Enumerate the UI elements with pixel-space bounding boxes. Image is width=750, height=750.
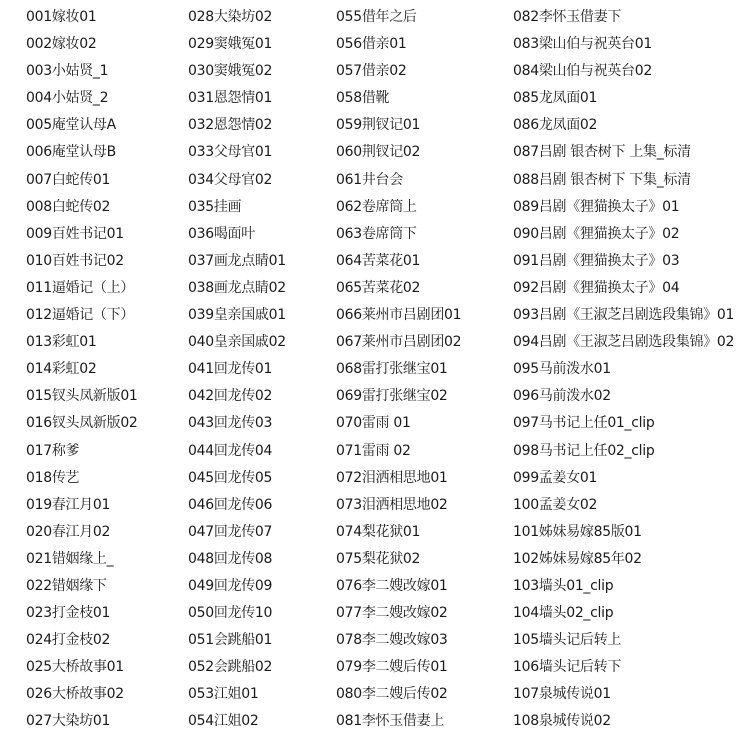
file-item[interactable]: 050回龙传10 [188, 605, 273, 622]
file-item[interactable]: 087吕剧 银杏树下 上集_标清 [513, 144, 691, 161]
file-item[interactable]: 033父母官01 [188, 144, 273, 161]
file-item[interactable]: 026大桥故事02 [26, 686, 124, 703]
file-item[interactable]: 084梁山伯与祝英台02 [513, 63, 652, 80]
file-item[interactable]: 038画龙点睛02 [188, 279, 286, 296]
file-column-1 [26, 4, 186, 736]
file-item[interactable]: 106墙头记后转下 [513, 659, 622, 676]
file-item[interactable]: 022错姻缘下 [26, 577, 107, 594]
file-item[interactable]: 085龙凤面01 [513, 90, 598, 107]
file-item[interactable]: 067莱州市吕剧团02 [336, 334, 462, 351]
file-item[interactable]: 058借靴 [336, 90, 390, 107]
file-item[interactable]: 078李二嫂改嫁03 [336, 632, 448, 649]
file-item[interactable]: 040皇亲国戚02 [188, 334, 286, 351]
file-item[interactable]: 080李二嫂后传02 [336, 686, 448, 703]
file-item[interactable]: 101姊妹易嫁85版01 [513, 523, 642, 540]
file-item[interactable]: 064苦菜花01 [336, 252, 421, 269]
file-item[interactable]: 005庵堂认母A [26, 117, 116, 134]
file-item[interactable]: 015钗头凤新版01 [26, 388, 138, 405]
file-item[interactable]: 092吕剧《狸猫换太子》04 [513, 279, 680, 296]
file-item[interactable]: 027大染坊01 [26, 713, 111, 730]
file-item[interactable]: 049回龙传09 [188, 577, 273, 594]
file-item[interactable]: 063卷席筒下 [336, 225, 417, 242]
file-item[interactable]: 059荆钗记01 [336, 117, 421, 134]
file-item[interactable]: 076李二嫂改嫁01 [336, 577, 448, 594]
file-item[interactable]: 062卷席筒上 [336, 198, 417, 215]
file-item[interactable]: 107泉城传说01 [513, 686, 611, 703]
file-item[interactable]: 051会跳船01 [188, 632, 273, 649]
file-item[interactable]: 055借年之后 [336, 9, 417, 25]
file-item[interactable]: 097马书记上任01_clip [513, 415, 655, 432]
file-item[interactable]: 099孟姜女01 [513, 469, 598, 486]
file-item[interactable]: 006庵堂认母B [26, 144, 116, 161]
file-item[interactable]: 079李二嫂后传01 [336, 659, 448, 676]
file-item[interactable]: 090吕剧《狸猫换太子》02 [513, 225, 680, 242]
file-item[interactable]: 057借亲02 [336, 63, 407, 80]
file-item[interactable]: 013彩虹01 [26, 334, 97, 351]
file-item[interactable]: 070雷雨 01 [336, 415, 411, 432]
file-column-3 [336, 4, 512, 736]
file-item[interactable]: 104墙头02_clip [513, 605, 614, 622]
file-item[interactable]: 030窦娥冤02 [188, 63, 273, 80]
file-item[interactable]: 103墙头01_clip [513, 577, 614, 594]
file-item[interactable]: 089吕剧《狸猫换太子》01 [513, 198, 680, 215]
file-item[interactable]: 036喝面叶 [188, 225, 255, 242]
file-item[interactable]: 023打金枝01 [26, 605, 111, 622]
file-item[interactable]: 060荆钗记02 [336, 144, 421, 161]
file-item[interactable]: 066莱州市吕剧团01 [336, 307, 462, 324]
file-item[interactable]: 096马前泼水02 [513, 388, 611, 405]
file-item[interactable]: 065苦菜花02 [336, 279, 421, 296]
file-item[interactable]: 043回龙传03 [188, 415, 273, 432]
file-item[interactable]: 052会跳船02 [188, 659, 273, 676]
file-item[interactable]: 072泪洒相思地01 [336, 469, 448, 486]
file-item[interactable]: 048回龙传08 [188, 550, 273, 567]
file-item[interactable]: 031恩怨情01 [188, 90, 273, 107]
file-item[interactable]: 108泉城传说02 [513, 713, 611, 730]
file-item[interactable]: 082李怀玉借妻下 [513, 9, 622, 25]
file-item[interactable]: 018传艺 [26, 469, 80, 486]
file-item[interactable]: 095马前泼水01 [513, 361, 611, 378]
file-item[interactable]: 007白蛇传01 [26, 171, 111, 188]
file-item[interactable]: 045回龙传05 [188, 469, 273, 486]
file-item[interactable]: 037画龙点睛01 [188, 252, 286, 269]
file-item[interactable]: 091吕剧《狸猫换太子》03 [513, 252, 680, 269]
file-item[interactable]: 034父母官02 [188, 171, 273, 188]
file-item[interactable]: 014彩虹02 [26, 361, 97, 378]
file-item[interactable]: 053江姐01 [188, 686, 259, 703]
file-item[interactable]: 021错姻缘上_ [26, 550, 114, 567]
file-item[interactable]: 001嫁妆01 [26, 9, 97, 25]
file-column-2 [188, 4, 334, 736]
file-item[interactable]: 012逼婚记（下） [26, 307, 135, 324]
file-item[interactable]: 032恩怨情02 [188, 117, 273, 134]
file-item[interactable]: 061井台会 [336, 171, 403, 188]
file-item[interactable]: 093吕剧《王淑芝吕剧选段集锦》01 [513, 307, 735, 324]
file-item[interactable]: 016钗头凤新版02 [26, 415, 138, 432]
file-item[interactable]: 094吕剧《王淑芝吕剧选段集锦》02 [513, 334, 735, 351]
file-item[interactable]: 088吕剧 银杏树下 下集_标清 [513, 171, 691, 188]
file-item[interactable]: 003小姑贤_1 [26, 63, 109, 80]
file-item[interactable]: 098马书记上任02_clip [513, 442, 655, 459]
file-item[interactable]: 081李怀玉借妻上 [336, 713, 445, 730]
file-item[interactable]: 056借亲01 [336, 36, 407, 53]
file-item[interactable]: 017称爹 [26, 442, 80, 459]
file-item[interactable]: 041回龙传01 [188, 361, 273, 378]
file-item[interactable]: 002嫁妆02 [26, 36, 97, 53]
file-item[interactable]: 074梨花狱01 [336, 523, 421, 540]
file-item[interactable]: 009百姓书记01 [26, 225, 124, 242]
file-item[interactable]: 105墙头记后转上 [513, 632, 622, 649]
file-item[interactable]: 011逼婚记（上） [26, 279, 135, 296]
file-item[interactable]: 029窦娥冤01 [188, 36, 273, 53]
file-column-4 [513, 4, 750, 736]
file-item[interactable]: 047回龙传07 [188, 523, 273, 540]
file-item[interactable]: 068雷打张继宝01 [336, 361, 448, 378]
file-item[interactable]: 042回龙传02 [188, 388, 273, 405]
file-item[interactable]: 100孟姜女02 [513, 496, 598, 513]
file-item[interactable]: 025大桥故事01 [26, 659, 124, 676]
file-item[interactable]: 020春江月02 [26, 523, 111, 540]
file-item[interactable]: 039皇亲国戚01 [188, 307, 286, 324]
file-item[interactable]: 046回龙传06 [188, 496, 273, 513]
file-item[interactable]: 054江姐02 [188, 713, 259, 730]
file-item[interactable]: 069雷打张继宝02 [336, 388, 448, 405]
file-item[interactable]: 019春江月01 [26, 496, 111, 513]
file-item[interactable]: 086龙凤面02 [513, 117, 598, 134]
file-item[interactable]: 102姊妹易嫁85年02 [513, 550, 642, 567]
file-item[interactable]: 004小姑贤_2 [26, 90, 109, 107]
file-item[interactable]: 077李二嫂改嫁02 [336, 605, 448, 622]
file-item[interactable]: 073泪洒相思地02 [336, 496, 448, 513]
file-item[interactable]: 010百姓书记02 [26, 252, 124, 269]
file-item[interactable]: 044回龙传04 [188, 442, 273, 459]
file-item[interactable]: 071雷雨 02 [336, 442, 411, 459]
file-item[interactable]: 024打金枝02 [26, 632, 111, 649]
file-item[interactable]: 028大染坊02 [188, 9, 273, 25]
file-item[interactable]: 075梨花狱02 [336, 550, 421, 567]
file-item[interactable]: 083梁山伯与祝英台01 [513, 36, 652, 53]
file-item[interactable]: 035挂画 [188, 198, 242, 215]
file-item[interactable]: 008白蛇传02 [26, 198, 111, 215]
